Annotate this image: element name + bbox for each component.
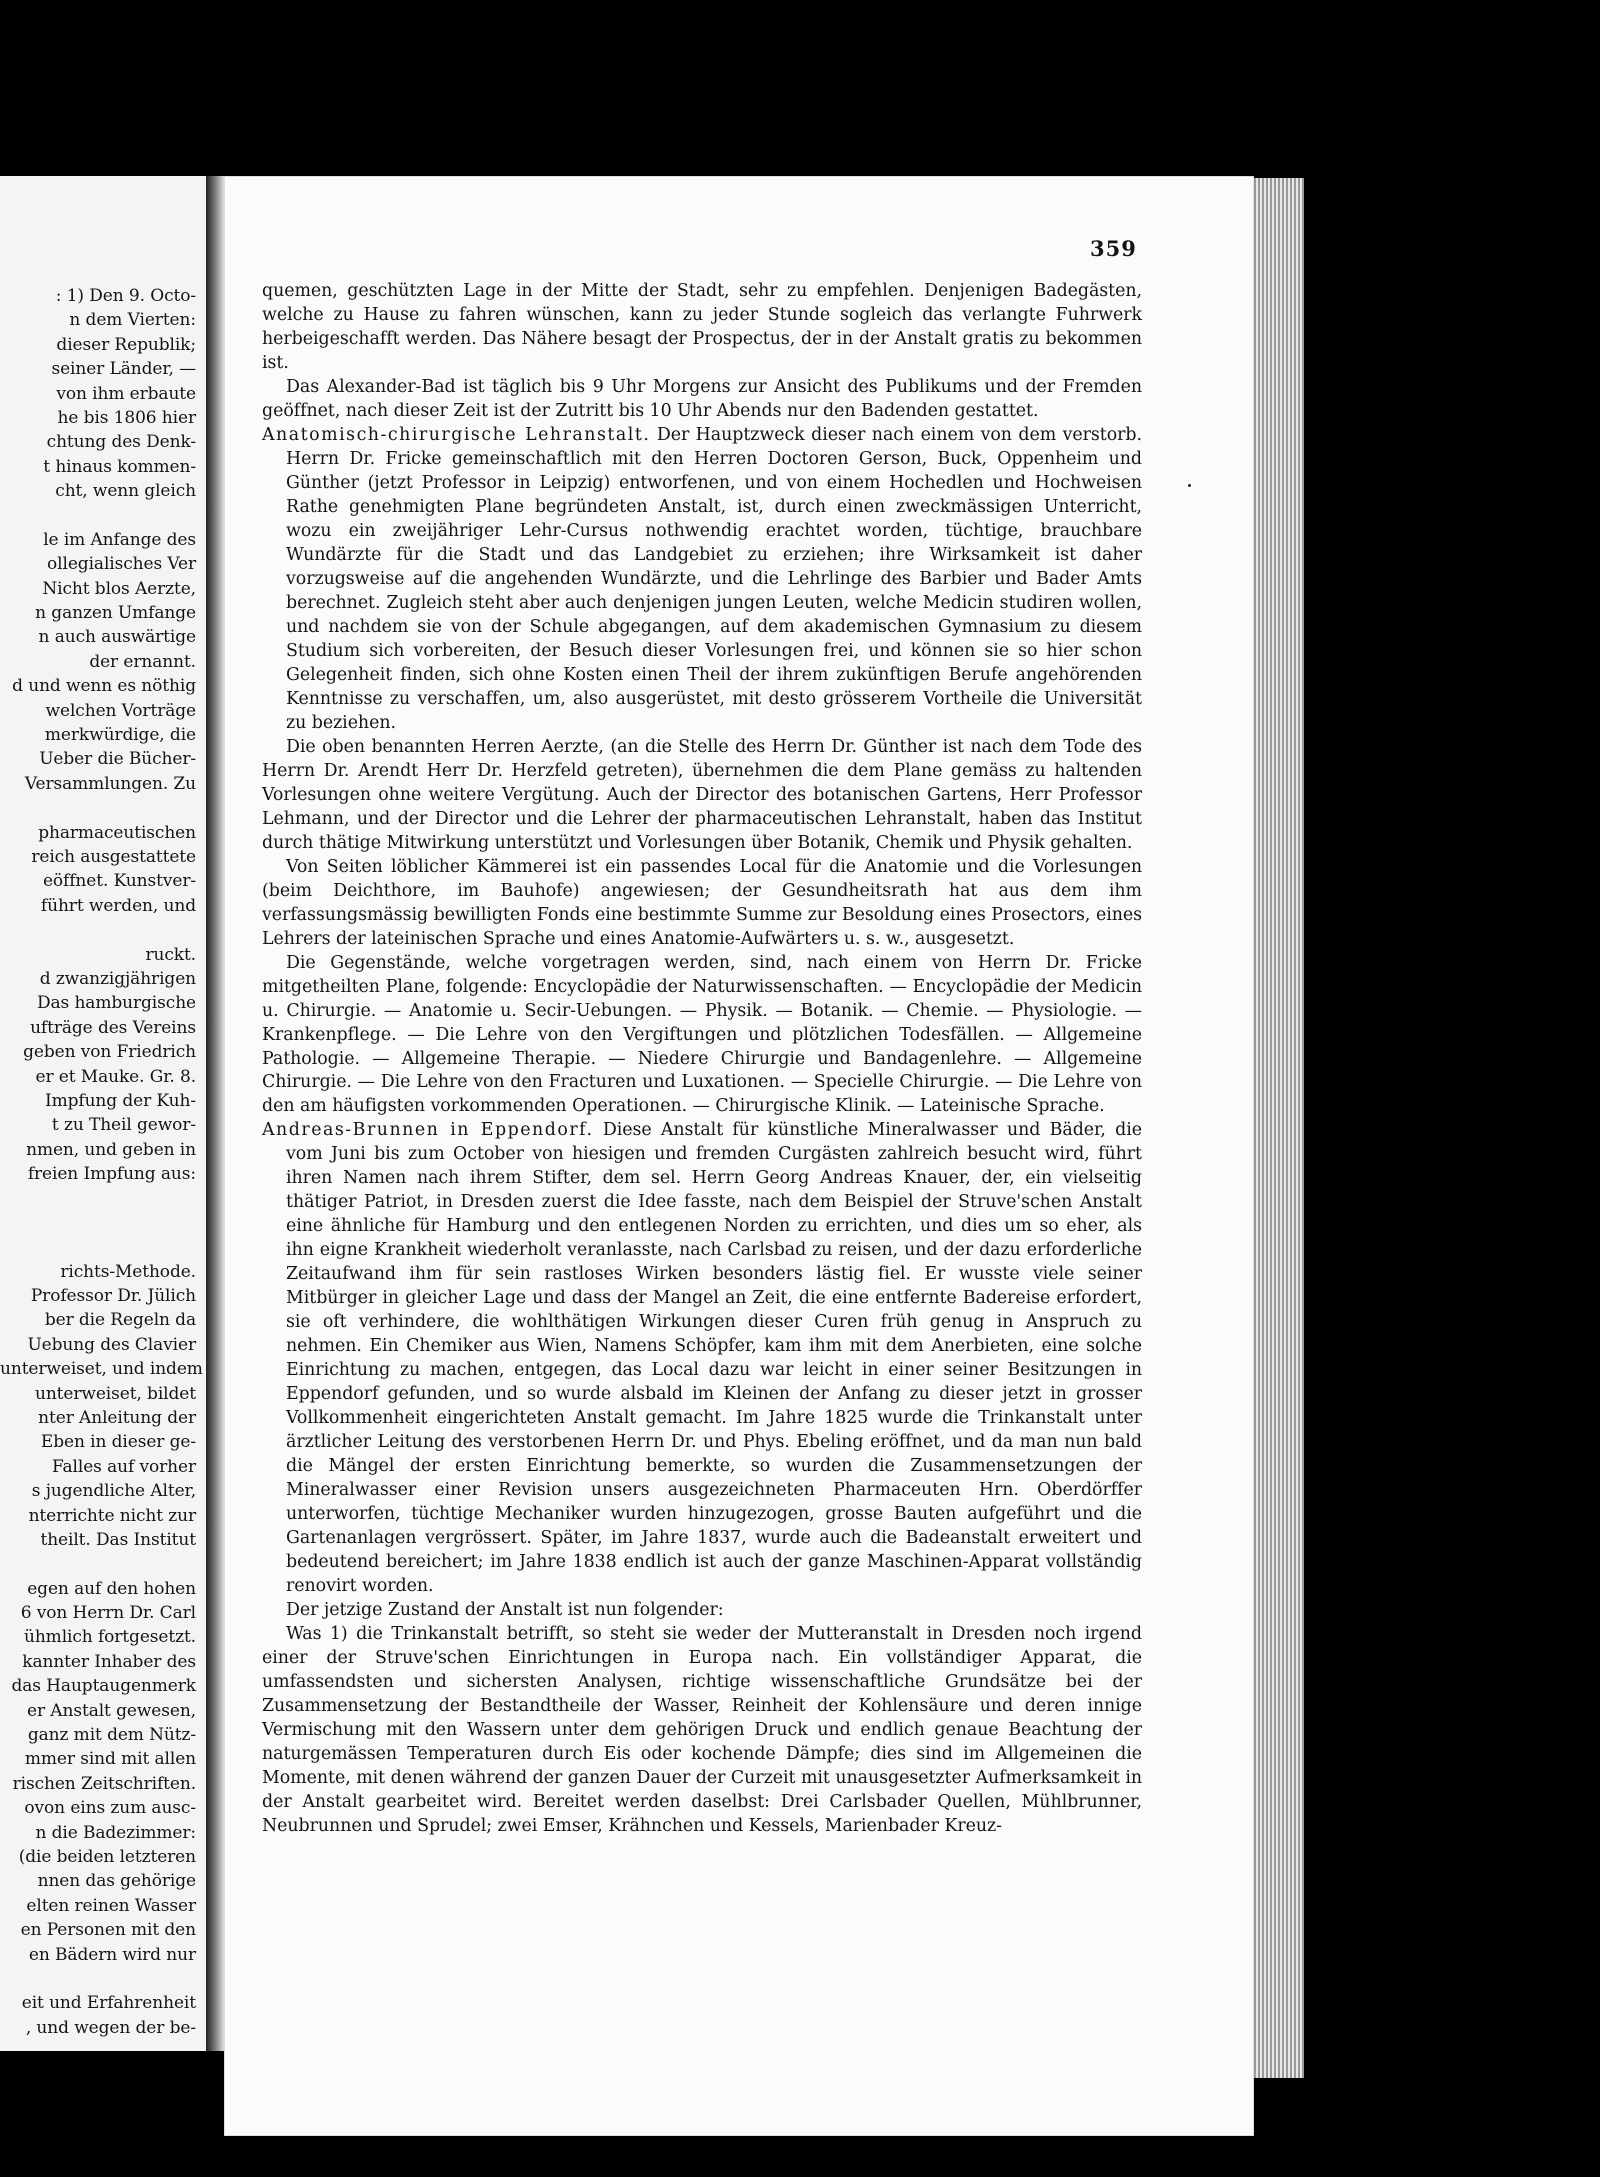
right-page-text bbox=[262, 280, 1142, 1839]
paragraph bbox=[262, 424, 1142, 736]
paragraph bbox=[262, 856, 1142, 952]
left-text-line: Professor Dr. Jülich bbox=[30, 1286, 196, 1307]
paragraph-text: Diese Anstalt für künstliche Mineralwasser und Bäder, die vom Juni bis zum October von hiesigen und fremden Curgästen zahlreich besucht wird, führt ihren Namen nach ihrem Stifter, dem sel. Herrn Georg Andreas Knauer, der, ein vielseitig thätiger Patriot, in Dresden zuerst die Idee fasste, nach dem Beispiel der Struve'schen Anstalt eine ähnliche für Hamburg und den entlegenen Norden zu errichten, und dies um so eher, als ihn eigne Krankheit wiederholt veranlasste, nach Carlsbad zu reisen, und der dazu erforderliche Zeitaufwand ihm für sein rastloses Wirken besonders lästig fiel. Er wusste viele seiner Mitbürger in gleicher Lage und dass der Mangel an Zeit, die eine entfernte Badereise erfordert, sie oft verhindere, die wohlthätigen Wirkungen dieser Curen früh genug in Anspruch zu nehmen. Ein Chemiker aus Wien, Namens Schöpfer, kam ihm mit dem Anerbieten, eine solche Einrichtung zu machen, entgegen, das Local dazu war leicht in einer seiner Besitzungen in Eppendorf gefunden, und so wurde alsbald im Kleinen der Anfang zu dieser jetzt in grosser Vollkommenheit eingerichteten Anstalt gemacht. Im Jahre 1825 wurde die Trinkanstalt unter ärztlicher Leitung des verstorbenen Herrn Dr. und Phys. Ebeling eröffnet, und da man nun bald die Mängel der ersten Einrichtung bemerkte, so wurden die Zusammensetzungen der Mineralwasser einer Revision unsers ausgezeichneten Pharmaceuten Hrn. Oberdörffer unterworfen, tüchtige Mechaniker wurden hinzugezogen, grosse Bauten aufgeführt und die Gartenanlagen vergrössert. Später, im Jahre 1837, wurde auch die Badeanstalt erweitert und bedeutend bereichert; im Jahre 1838 endlich ist auch der ganze Maschinen-Apparat vollständig renovirt worden. bbox=[286, 1120, 1142, 1597]
left-text-line: n auch auswärtige bbox=[38, 627, 196, 648]
left-text-line: d und wenn es nöthig bbox=[12, 676, 196, 697]
left-text-line: ganz mit dem Nütz- bbox=[27, 1725, 196, 1746]
left-text-line: Ueber die Bücher- bbox=[39, 749, 196, 770]
left-text-line: eöffnet. Kunstver- bbox=[42, 871, 196, 892]
left-text-line: nter Anleitung der bbox=[38, 1407, 196, 1428]
left-text-line: en Personen mit den bbox=[20, 1920, 196, 1941]
left-text-line: reich ausgestattete bbox=[31, 846, 196, 867]
left-text-line: er Anstalt gewesen, bbox=[27, 1700, 196, 1721]
left-text-line bbox=[0, 504, 206, 528]
left-text-line: elten reinen Wasser bbox=[26, 1895, 196, 1916]
left-text-line: ufträge des Vereins bbox=[30, 1017, 196, 1038]
entry-heading: Anatomisch-chirurgische Lehranstalt. bbox=[262, 424, 651, 445]
left-text-line: freien Impfung aus: bbox=[27, 1164, 196, 1185]
paragraph-text: Die oben benannten Herren Aerzte, (an die Stelle des Herrn Dr. Günther ist nach dem Tode des Herrn Dr. Arendt Herr Dr. Herzfeld getreten), übernehmen die dem Plane gemäss zu haltenden Vorlesungen ohne weitere Vergütung. Auch der Director des botanischen Gartens, Herr Professor Lehmann, und der Director und die Lehrer der pharmaceutischen Lehranstalt, haben das Institut durch thätige Mitwirkung unterstützt und Vorlesungen über Botanik, Chemik und Physik gehalten. bbox=[262, 736, 1142, 853]
left-text-line: merkwürdige, die bbox=[44, 725, 196, 746]
left-text-line: Falles auf vorher bbox=[51, 1456, 196, 1477]
left-text-line: mmer sind mit allen bbox=[24, 1749, 196, 1770]
left-text-line: egen auf den hohen bbox=[27, 1578, 196, 1599]
left-text-line: welchen Vorträge bbox=[45, 700, 196, 721]
paragraph-text: Das Alexander-Bad ist täglich bis 9 Uhr Morgens zur Ansicht des Publikums und der Fremden geöffnet, nach dieser Zeit ist der Zutritt bis 10 Uhr Abends nur den Badenden gestattet. bbox=[262, 376, 1142, 421]
left-text-line: nnen das gehörige bbox=[37, 1871, 196, 1892]
left-text-line: dieser Republik; bbox=[56, 334, 196, 355]
paragraph bbox=[262, 1119, 1142, 1599]
paragraph bbox=[262, 1623, 1142, 1839]
page-number: 359 bbox=[1090, 236, 1137, 261]
left-text-line: ruckt. bbox=[145, 944, 196, 965]
left-text-line: le im Anfange des bbox=[43, 529, 196, 550]
left-text-line: (die beiden letzteren bbox=[18, 1847, 196, 1867]
left-text-line: pharmaceutischen bbox=[38, 822, 196, 843]
left-text-line bbox=[0, 1186, 206, 1210]
paragraph bbox=[262, 1599, 1142, 1623]
left-page bbox=[0, 176, 206, 2051]
left-text-line bbox=[0, 1211, 206, 1235]
page-edges bbox=[1254, 178, 1304, 2078]
left-text-line: ber die Regeln da bbox=[44, 1310, 196, 1331]
paragraph bbox=[262, 376, 1142, 424]
paragraph-text: Was 1) die Trinkanstalt betrifft, so steht sie weder der Mutteranstalt in Dresden noch irgend einer der Struve'schen Einrichtungen in Europa nach. Ein vollständiger Apparat, die umfassendsten und sichersten Analysen, richtige wissenschaftliche Grundsätze bei der Zusammensetzung der Bestandtheile der Wasser, Reinheit der Kohlensäure und deren innige Vermischung mit den Wassern unter dem gehörigen Druck und endlich genaue Beachtung der naturgemässen Temperaturen durch Eis oder kochende Dämpfe; dies sind im Allgemeinen die Momente, mit denen während der ganzen Dauer der Curzeit mit unausgesetzter Aufmerksamkeit in der Anstalt gearbeitet wird. Bereitet werden daselbst: Drei Carlsbader Quellen, Mühlbrunner, Neubrunnen und Sprudel; zwei Emser, Krähnchen und Kessels, Marienbader Kreuz- bbox=[262, 1624, 1142, 1836]
book-gutter bbox=[206, 176, 224, 2076]
left-text-line bbox=[0, 796, 206, 820]
left-text-line: : 1) Den 9. Octo- bbox=[55, 286, 196, 306]
left-text-line: theilt. Das Institut bbox=[40, 1529, 196, 1550]
paragraph-text: Von Seiten löblicher Kämmerei ist ein passendes Local für die Anatomie und die Vorlesungen (beim Deichthore, im Bauhofe) angewiesen; der Gesundheitsrath hat aus dem ihm verfassungsmässig bewilligten Fonds eine bestimmte Summe zur Besoldung eines Prosectors, eines Lehrers der lateinischen Sprache und eines Anatomie-Aufwärters u. s. w., ausgesetzt. bbox=[262, 856, 1142, 949]
left-text-line: das Hauptaugenmerk bbox=[11, 1676, 196, 1697]
entry-heading: Andreas-Brunnen in Eppendorf. bbox=[262, 1120, 594, 1141]
left-text-line: der ernannt. bbox=[89, 651, 196, 672]
paragraph-text: Der Hauptzweck dieser nach einem von dem verstorb. Herrn Dr. Fricke gemeinschaftlich mit den Herren Doctoren Gerson, Buck, Oppenheim und Günther (jetzt Professor in Leipzig) entworfenen, und von einem Hochedlen und Hochweisen Rathe genehmigten Plane begründeten Anstalt, ist, durch einen zweckmässigen Unterricht, wozu ein zweijähriger Lehr-Cursus nothwendig erachtet worden, tüchtige, brauchbare Wundärzte für die Stadt und das Landgebiet zu erziehen; ihre Wirksamkeit ist daher vorzugsweise auf die angehenden Wundärzte, und die Lehrlinge des Barbier und Bader Amts berechnet. Zugleich steht aber auch denjenigen jungen Leuten, welche Medicin studiren wollen, und nachdem sie von der Schule abgegangen, auf dem akademischen Gymnasium zu diesem Studium sich vorbereiten, der Besuch dieser Vorlesungen frei, und können sie so hier schon Gelegenheit finden, sich ohne Kosten einen Theil der ihrem zukünftigen Berufe angehörenden Kenntnisse zu verschaffen, um, also ausgerüstet, mit desto grösserem Vortheile die Universität zu beziehen. bbox=[286, 424, 1142, 733]
paragraph-text: quemen, geschützten Lage in der Mitte der Stadt, sehr zu empfehlen. Denjenigen Badegästen, welche zu Hause zu fahren wünschen, kann zu jeder Stunde sogleich das verlangte Fuhrwerk herbeigeschafft werden. Das Nähere besagt der Prospectus, der in der Anstalt gratis zu bekommen ist. bbox=[262, 281, 1142, 373]
left-text-line: Uebung des Clavier bbox=[27, 1334, 196, 1355]
left-text-line: ovon eins zum ausc- bbox=[24, 1798, 196, 1819]
paragraph bbox=[262, 952, 1142, 1120]
left-text-line bbox=[0, 1967, 206, 1991]
left-text-line bbox=[0, 918, 206, 942]
left-text-line: Eben in dieser ge- bbox=[40, 1432, 196, 1453]
left-text-line: von ihm erbaute bbox=[56, 383, 196, 404]
left-text-line: , und wegen der be- bbox=[25, 2017, 196, 2038]
left-text-line: t zu Theil gewor- bbox=[51, 1115, 196, 1136]
left-text-line: seiner Länder, — bbox=[51, 359, 196, 380]
left-text-line: n dem Vierten: bbox=[69, 310, 196, 331]
left-text-line: rischen Zeitschriften. bbox=[12, 1773, 196, 1794]
left-text-line: richts-Methode. bbox=[60, 1261, 196, 1282]
left-text-line: 6 von Herrn Dr. Carl bbox=[20, 1603, 196, 1624]
left-text-line: kannter Inhaber des bbox=[22, 1651, 196, 1672]
left-text-line: he bis 1806 hier bbox=[57, 407, 196, 428]
paragraph bbox=[262, 280, 1142, 376]
left-text-line: nmen, und geben in bbox=[26, 1139, 196, 1160]
left-text-line: Versammlungen. Zu bbox=[24, 773, 196, 794]
left-text-line: nterrichte nicht zur bbox=[28, 1505, 196, 1526]
left-text-line: unterweiset, und indem bbox=[0, 1359, 203, 1380]
left-text-line bbox=[0, 1552, 206, 1576]
left-text-line: Nicht blos Aerzte, bbox=[42, 578, 196, 599]
left-text-line: d zwanzigjährigen bbox=[39, 968, 196, 989]
bottom-shadow bbox=[0, 2051, 224, 2177]
left-text-line bbox=[0, 1235, 206, 1259]
paragraph-text: Die Gegenstände, welche vorgetragen werden, sind, nach einem von Herrn Dr. Fricke mitgetheilten Plane, folgende: Encyclopädie der Naturwissenschaften. — Encyclopädie der Medicin u. Chirurgie. — Anatomie u. Secir-Uebungen. — Physik. — Botanik. — Chemie. — Physiologie. — Krankenpflege. — Die Lehre von den Vergiftungen und plötzlichen Todesfällen. — Allgemeine Pathologie. — Allgemeine Therapie. — Niedere Chirurgie und Bandagenlehre. — Allgemeine Chirurgie. — Die Lehre von den Fracturen und Luxationen. — Specielle Chirurgie. — Die Lehre von den am häufigsten vorkommenden Operationen. — Chirurgische Klinik. — Lateinische Sprache. bbox=[262, 952, 1142, 1117]
left-text-line: ühmlich fortgesetzt. bbox=[23, 1627, 196, 1648]
left-text-line: n die Badezimmer: bbox=[35, 1822, 196, 1843]
left-text-line: n ganzen Umfange bbox=[35, 603, 196, 624]
left-text-line: chtung des Denk- bbox=[46, 432, 196, 453]
paragraph-text: Der jetzige Zustand der Anstalt ist nun folgender: bbox=[286, 1600, 724, 1621]
left-page-text bbox=[0, 284, 206, 2040]
left-text-line: t hinaus kommen- bbox=[43, 456, 196, 477]
left-text-line: ollegialisches Ver bbox=[47, 554, 196, 575]
left-text-line: eit und Erfahrenheit bbox=[21, 1993, 196, 2014]
left-text-line: en Bädern wird nur bbox=[28, 1944, 196, 1965]
left-text-line: er et Mauke. Gr. 8. bbox=[35, 1066, 196, 1087]
left-text-line: führt werden, und bbox=[40, 895, 196, 916]
left-text-line: Das hamburgische bbox=[36, 993, 196, 1014]
ink-speck bbox=[1188, 484, 1191, 487]
left-text-line: geben von Friedrich bbox=[23, 1042, 196, 1063]
left-text-line: Impfung der Kuh- bbox=[44, 1090, 196, 1111]
left-text-line: s jugendliche Alter, bbox=[31, 1481, 196, 1502]
paragraph bbox=[262, 736, 1142, 856]
left-text-line: cht, wenn gleich bbox=[55, 481, 196, 502]
left-text-line: unterweiset, bildet bbox=[34, 1383, 196, 1404]
